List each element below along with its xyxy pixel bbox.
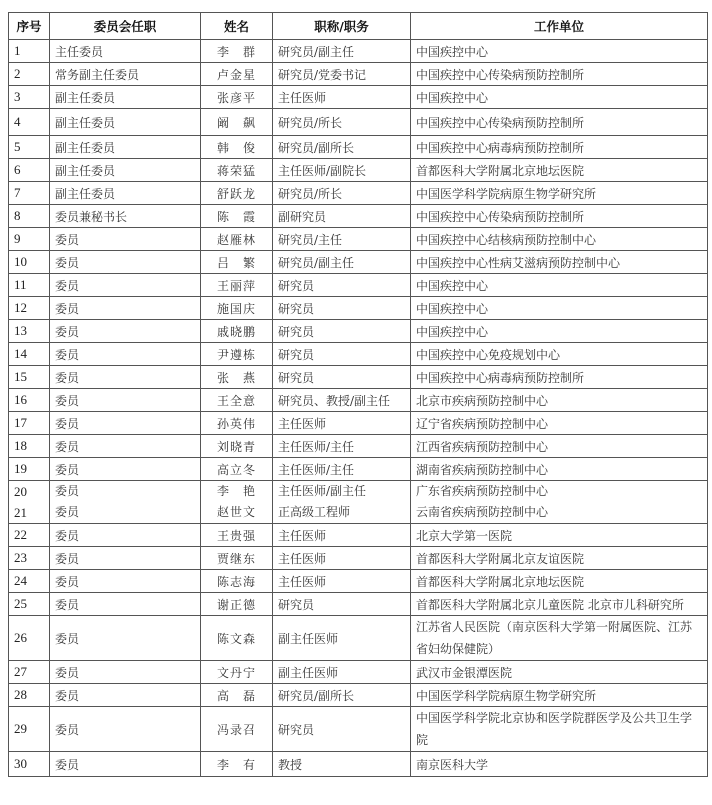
cell-title: 研究员/党委书记 xyxy=(273,63,411,86)
cell-role: 委员 xyxy=(50,593,201,616)
cell-unit: 湖南省疾病预防控制中心 xyxy=(411,458,708,481)
cell-name: 蒋荣猛 xyxy=(201,159,273,182)
cell-name: 王丽萍 xyxy=(201,274,273,297)
cell-serial: 9 xyxy=(9,228,50,251)
cell-unit: 中国疾控中心病毒病预防控制所 xyxy=(411,366,708,389)
cell-name: 贾继东 xyxy=(201,547,273,570)
cell-unit: 中国疾控中心性病艾滋病预防控制中心 xyxy=(411,251,708,274)
cell-title: 副主任医师 xyxy=(273,661,411,684)
table-row xyxy=(9,86,708,109)
header-serial-number: 序号 xyxy=(9,13,50,40)
cell-serial: 20 xyxy=(14,484,27,499)
cell-name: 舒跃龙 xyxy=(201,182,273,205)
cell-serial: 8 xyxy=(9,205,50,228)
cell-title: 教授 xyxy=(273,752,411,777)
cell-role: 副主任委员 xyxy=(50,182,201,205)
cell-name: 刘晓青 xyxy=(201,435,273,458)
table-row xyxy=(9,616,708,661)
table-row xyxy=(9,228,708,251)
cell-role: 副主任委员 xyxy=(50,109,201,136)
cell-serial: 18 xyxy=(9,435,50,458)
cell-unit: 中国疾控中心传染病预防控制所 xyxy=(411,205,708,228)
cell-role: 副主任委员 xyxy=(50,159,201,182)
table-row xyxy=(9,159,708,182)
cell-serial: 28 xyxy=(9,684,50,707)
table-row xyxy=(9,389,708,412)
cell-unit: 北京市疾病预防控制中心 xyxy=(411,389,708,412)
cell-serial: 1 xyxy=(9,40,50,63)
cell-title: 研究员 xyxy=(273,320,411,343)
cell-title: 主任医师/副主任 xyxy=(278,484,367,498)
cell-role: 常务副主任委员 xyxy=(50,63,201,86)
cell-name: 戚晓鹏 xyxy=(201,320,273,343)
cell-name: 阚 飙 xyxy=(201,109,273,136)
table-row-merged-20-21 xyxy=(9,481,708,524)
cell-title: 研究员/副所长 xyxy=(273,684,411,707)
cell-title: 研究员、教授/副主任 xyxy=(273,389,411,412)
cell-title: 正高级工程师 xyxy=(278,505,351,519)
cell-unit: 首都医科大学附属北京友谊医院 xyxy=(411,547,708,570)
cell-unit: 中国医学科学院病原生物学研究所 xyxy=(411,182,708,205)
table-row xyxy=(9,40,708,63)
cell-serial: 23 xyxy=(9,547,50,570)
table-row xyxy=(9,412,708,435)
cell-name: 施国庆 xyxy=(201,297,273,320)
cell-name: 文丹宁 xyxy=(201,661,273,684)
cell-title: 研究员/副主任 xyxy=(273,40,411,63)
cell-serial: 19 xyxy=(9,458,50,481)
header-work-unit: 工作单位 xyxy=(411,13,708,40)
cell-role: 委员 xyxy=(50,343,201,366)
cell-unit: 云南省疾病预防控制中心 xyxy=(416,505,549,519)
committee-roster-table xyxy=(8,12,708,777)
cell-title: 研究员/主任 xyxy=(273,228,411,251)
cell-role-pair xyxy=(50,481,201,524)
cell-role: 委员 xyxy=(50,435,201,458)
cell-name: 张彦平 xyxy=(201,86,273,109)
cell-serial: 3 xyxy=(9,86,50,109)
cell-role: 委员兼秘书长 xyxy=(50,205,201,228)
table-row xyxy=(9,752,708,777)
cell-role: 委员 xyxy=(50,570,201,593)
cell-unit: 江苏省人民医院（南京医科大学第一附属医院、江苏省妇幼保健院） xyxy=(411,616,708,661)
table-row xyxy=(9,274,708,297)
cell-role: 委员 xyxy=(50,547,201,570)
cell-role: 委员 xyxy=(50,524,201,547)
cell-role: 委员 xyxy=(50,684,201,707)
cell-name: 韩 俊 xyxy=(201,136,273,159)
cell-serial: 6 xyxy=(9,159,50,182)
cell-serial: 26 xyxy=(9,616,50,661)
table-row xyxy=(9,707,708,752)
cell-role: 委员 xyxy=(50,251,201,274)
cell-unit: 中国疾控中心 xyxy=(411,297,708,320)
cell-serial: 10 xyxy=(9,251,50,274)
cell-serial: 25 xyxy=(9,593,50,616)
cell-name: 陈 霞 xyxy=(201,205,273,228)
cell-role: 委员 xyxy=(55,484,80,498)
cell-name: 王全意 xyxy=(201,389,273,412)
header-committee-position: 委员会任职 xyxy=(50,13,201,40)
cell-name: 陈文森 xyxy=(201,616,273,661)
table-row xyxy=(9,109,708,136)
cell-unit: 辽宁省疾病预防控制中心 xyxy=(411,412,708,435)
cell-role: 委员 xyxy=(50,366,201,389)
cell-title: 研究员 xyxy=(273,366,411,389)
cell-name: 尹遵栋 xyxy=(201,343,273,366)
cell-unit: 中国疾控中心传染病预防控制所 xyxy=(411,63,708,86)
cell-name: 陈志海 xyxy=(201,570,273,593)
cell-name: 赵雁林 xyxy=(201,228,273,251)
cell-title: 副研究员 xyxy=(273,205,411,228)
cell-unit: 北京大学第一医院 xyxy=(411,524,708,547)
cell-serial: 14 xyxy=(9,343,50,366)
cell-serial: 21 xyxy=(14,505,27,520)
table-row xyxy=(9,366,708,389)
cell-serial: 12 xyxy=(9,297,50,320)
cell-title: 主任医师 xyxy=(273,412,411,435)
cell-title: 研究员 xyxy=(273,707,411,752)
cell-role: 委员 xyxy=(55,505,80,519)
cell-title: 主任医师/副院长 xyxy=(273,159,411,182)
cell-name: 谢正德 xyxy=(201,593,273,616)
table-row xyxy=(9,593,708,616)
cell-name-pair xyxy=(201,481,273,524)
cell-title: 研究员 xyxy=(273,593,411,616)
table-row xyxy=(9,297,708,320)
cell-unit: 中国疾控中心病毒病预防控制所 xyxy=(411,136,708,159)
cell-unit: 中国疾控中心 xyxy=(411,320,708,343)
header-name: 姓名 xyxy=(201,13,273,40)
cell-role: 委员 xyxy=(50,274,201,297)
cell-serial: 17 xyxy=(9,412,50,435)
table-row xyxy=(9,251,708,274)
cell-unit: 中国疾控中心免疫规划中心 xyxy=(411,343,708,366)
table-row xyxy=(9,547,708,570)
cell-role: 委员 xyxy=(50,228,201,251)
cell-title: 主任医师 xyxy=(273,547,411,570)
cell-title: 主任医师 xyxy=(273,570,411,593)
cell-role: 委员 xyxy=(50,661,201,684)
cell-serial: 13 xyxy=(9,320,50,343)
cell-unit: 广东省疾病预防控制中心 xyxy=(416,484,549,498)
cell-serial: 7 xyxy=(9,182,50,205)
cell-title: 研究员/副所长 xyxy=(273,136,411,159)
cell-name: 冯录召 xyxy=(201,707,273,752)
cell-name: 李 有 xyxy=(201,752,273,777)
table-row xyxy=(9,320,708,343)
cell-title: 主任医师/主任 xyxy=(273,435,411,458)
cell-serial-pair xyxy=(9,481,50,524)
cell-role: 主任委员 xyxy=(50,40,201,63)
cell-unit: 中国医学科学院病原生物学研究所 xyxy=(411,684,708,707)
cell-name: 高立冬 xyxy=(201,458,273,481)
cell-name: 赵世文 xyxy=(216,505,256,519)
cell-title: 研究员 xyxy=(273,274,411,297)
cell-name: 王贵强 xyxy=(201,524,273,547)
cell-unit: 武汉市金银潭医院 xyxy=(411,661,708,684)
cell-name: 高 磊 xyxy=(201,684,273,707)
cell-role: 委员 xyxy=(50,458,201,481)
table-row xyxy=(9,182,708,205)
cell-role: 委员 xyxy=(50,320,201,343)
cell-unit: 中国医学科学院北京协和医学院群医学及公共卫生学院 xyxy=(411,707,708,752)
table-row xyxy=(9,343,708,366)
cell-title: 研究员 xyxy=(273,343,411,366)
cell-role: 委员 xyxy=(50,412,201,435)
cell-title: 研究员/所长 xyxy=(273,109,411,136)
cell-name: 吕 繁 xyxy=(201,251,273,274)
cell-serial: 4 xyxy=(9,109,50,136)
cell-role: 委员 xyxy=(50,297,201,320)
cell-name: 卢金星 xyxy=(201,63,273,86)
cell-title: 主任医师 xyxy=(273,86,411,109)
table-row xyxy=(9,63,708,86)
cell-title: 主任医师/主任 xyxy=(273,458,411,481)
cell-unit: 首都医科大学附属北京儿童医院 北京市儿科研究所 xyxy=(411,593,708,616)
cell-unit-pair xyxy=(411,481,708,524)
cell-role: 副主任委员 xyxy=(50,86,201,109)
cell-serial: 11 xyxy=(9,274,50,297)
cell-name: 孙英伟 xyxy=(201,412,273,435)
header-title-duty: 职称/职务 xyxy=(273,13,411,40)
cell-serial: 15 xyxy=(9,366,50,389)
table-row xyxy=(9,661,708,684)
cell-name: 李 群 xyxy=(201,40,273,63)
table-row xyxy=(9,684,708,707)
cell-role: 委员 xyxy=(50,389,201,412)
cell-unit: 南京医科大学 xyxy=(411,752,708,777)
cell-title: 研究员/副主任 xyxy=(273,251,411,274)
table-row xyxy=(9,136,708,159)
cell-unit: 中国疾控中心 xyxy=(411,86,708,109)
cell-serial: 22 xyxy=(9,524,50,547)
cell-serial: 2 xyxy=(9,63,50,86)
cell-serial: 5 xyxy=(9,136,50,159)
cell-name: 李 艳 xyxy=(216,484,256,498)
cell-name: 张 燕 xyxy=(201,366,273,389)
table-row xyxy=(9,458,708,481)
cell-title: 研究员/所长 xyxy=(273,182,411,205)
table-header-row xyxy=(9,13,708,40)
cell-serial: 24 xyxy=(9,570,50,593)
cell-unit: 首都医科大学附属北京地坛医院 xyxy=(411,570,708,593)
cell-unit: 中国疾控中心 xyxy=(411,40,708,63)
cell-serial: 27 xyxy=(9,661,50,684)
cell-unit: 中国疾控中心传染病预防控制所 xyxy=(411,109,708,136)
cell-title: 副主任医师 xyxy=(273,616,411,661)
cell-serial: 29 xyxy=(9,707,50,752)
table-row xyxy=(9,524,708,547)
table-row xyxy=(9,205,708,228)
cell-title: 研究员 xyxy=(273,297,411,320)
cell-unit: 中国疾控中心 xyxy=(411,274,708,297)
cell-serial: 30 xyxy=(9,752,50,777)
cell-unit: 江西省疾病预防控制中心 xyxy=(411,435,708,458)
table-row xyxy=(9,435,708,458)
cell-serial: 16 xyxy=(9,389,50,412)
cell-role: 委员 xyxy=(50,752,201,777)
cell-title: 主任医师 xyxy=(273,524,411,547)
cell-role: 委员 xyxy=(50,707,201,752)
cell-role: 副主任委员 xyxy=(50,136,201,159)
table-row xyxy=(9,570,708,593)
cell-title-pair xyxy=(273,481,411,524)
cell-unit: 中国疾控中心结核病预防控制中心 xyxy=(411,228,708,251)
cell-role: 委员 xyxy=(50,616,201,661)
cell-unit: 首都医科大学附属北京地坛医院 xyxy=(411,159,708,182)
